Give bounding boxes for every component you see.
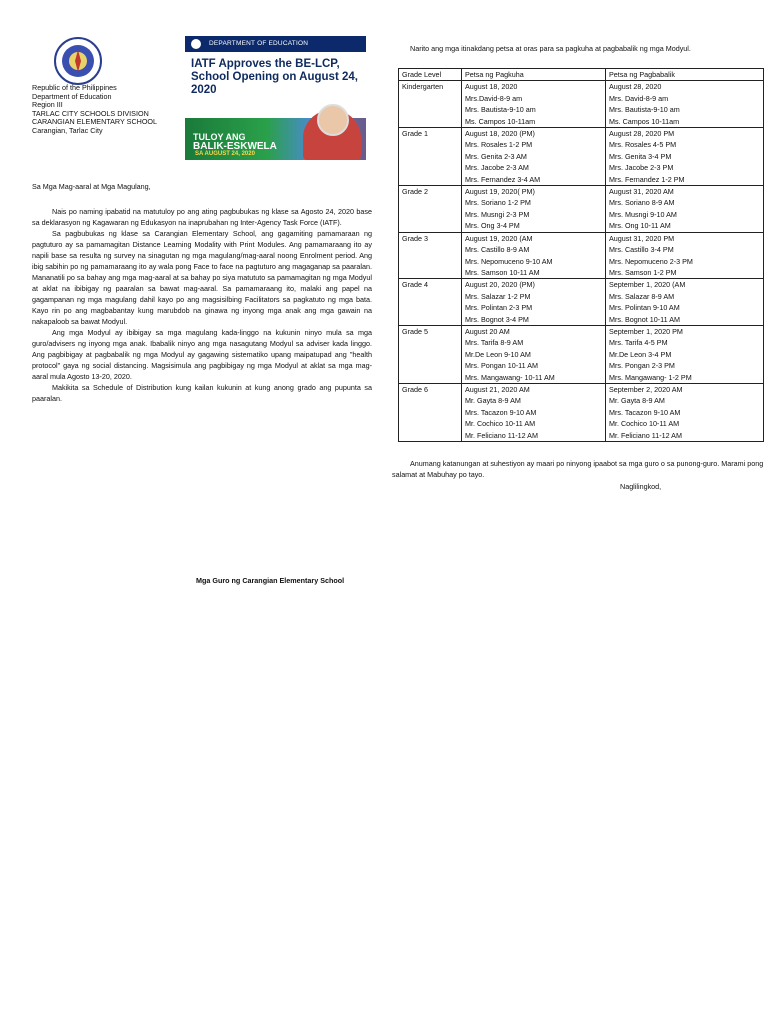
teacher-slot: Mrs. Pongan 2-3 PM — [609, 361, 675, 371]
paragraph: Makikita sa Schedule of Distribution kung kailan kukunin at kung anong grado ang pupunta sa paaralan. — [32, 383, 372, 403]
banner-headline: IATF Approves the BE-LCP, School Opening on August 24, 2020 — [191, 58, 358, 96]
schedule-intro: Narito ang mga itinakdang petsa at oras para sa pagkuha at pagbabalik ng mga Modyul. — [410, 44, 691, 53]
teacher-slot: Mrs. Nepomuceno 2-3 PM — [609, 256, 693, 266]
teacher-slot: Mrs. Genita 2-3 AM — [465, 151, 527, 161]
table-row — [399, 325, 764, 383]
teacher-slot: Mrs. Soriano 8-9 AM — [609, 198, 675, 208]
return-cell — [606, 279, 764, 326]
table-row — [399, 232, 764, 279]
teacher-slot: Mrs. Samson 10-11 AM — [465, 267, 540, 277]
person-head — [317, 104, 349, 136]
teacher-slot: Mrs. Ong 10-11 AM — [609, 221, 671, 231]
banner-department: DEPARTMENT OF EDUCATION — [209, 40, 309, 47]
pickup-cell — [462, 128, 606, 186]
table-header-row — [399, 69, 764, 81]
grade-level-cell: Grade 3 — [399, 232, 462, 279]
teacher-slot: Mrs. Nepomuceno 9-10 AM — [465, 256, 553, 266]
deped-seal-logo — [50, 36, 106, 86]
teacher-slot: Mrs. Pongan 10-11 AM — [465, 361, 538, 371]
closing-note: Anumang katanungan at suhestiyon ay maari po ninyong ipaabot sa mga guro o sa punong-guro. Marami pong salamat at Mabuhay po tayo. — [392, 459, 764, 479]
school-header — [32, 84, 157, 136]
pickup-cell — [462, 325, 606, 383]
schedule-date: August 20, 2020 (PM) — [465, 280, 535, 290]
teacher-slot: Mrs. Samson 1-2 PM — [609, 267, 677, 277]
grade-level-cell: Grade 6 — [399, 383, 462, 441]
teacher-slot: Mrs. Castillo 8-9 AM — [465, 245, 530, 255]
pickup-cell — [462, 232, 606, 279]
schedule-table — [398, 68, 764, 442]
teacher-slot: Mrs. Fernandez 3-4 AM — [465, 174, 541, 184]
schedule-date: September 1, 2020 PM — [609, 326, 683, 336]
teacher-slot: Mrs. Bognot 3-4 PM — [465, 314, 529, 324]
schedule-date: August 18, 2020 (PM) — [465, 129, 535, 139]
table-row — [399, 279, 764, 326]
banner-slogan-line1: TULOY ANG — [193, 132, 246, 142]
schedule-date: August 28, 2020 PM — [609, 129, 675, 139]
grade-level-cell: Grade 2 — [399, 186, 462, 233]
return-cell — [606, 325, 764, 383]
teacher-slot: Mrs. Ong 3-4 PM — [465, 221, 520, 231]
teacher-slot: Mrs. Rosales 1-2 PM — [465, 140, 533, 150]
teachers-signature: Mga Guro ng Carangian Elementary School — [196, 576, 345, 585]
schedule-date: August 21, 2020 AM — [465, 384, 530, 394]
teacher-slot: Mrs. Castillo 3-4 PM — [609, 245, 674, 255]
paragraph: Nais po naming ipabatid na matutuloy po ang ating pagbubukas ng klase sa Agosto 24, 2020 base sa deklarasyon ng Kagawaran ng Edukasyon na inaprubahan ng Inter-Agency Task Force (IATF). — [32, 207, 372, 227]
teacher-slot: Mrs. Tarifa 4-5 PM — [609, 338, 668, 348]
schedule-date: September 2, 2020 AM — [609, 384, 683, 394]
teacher-slot: Mr. Gayta 8-9 AM — [465, 396, 521, 406]
teacher-slot: Mr. Cochico 10-11 AM — [465, 419, 536, 429]
table-row — [399, 81, 764, 128]
pickup-cell — [462, 279, 606, 326]
paragraph: Sa pagbubukas ng klase sa Carangian Elementary School, ang gagamiting pamamaraan ng pagtuturo ay sa pamamagitan Distance Learning Modality with Print Modules. Ang pamamaraang ito ay napili base sa resulta ng survey na sinagutan ng mga magulang/mag-aaral noong Enrolment period. Ang ibig sabihin po ng pamamaraang ito ay wala pong Face to face na pagtuturo ang magaganap sa paaralan. Mananatili po sa bahay ang mga mag-aaral at sa bahay po siya matututo sa pamamagitan ng mga Modyul at aklat na ibibigay ng paaralan sa bawat mag-aaral. Sa pamamaraang ito, malaki ang papel na gagampanan ng mga magulang dahil kayo po ang magsisilbing Facilitators sa pagkatuto ng mga bata. Kayo rin po ang magbabantay kung marubdob na ginawa ng inyong mga anak ang mga gawain na nakapaloob sa bawat Modyul. — [32, 229, 372, 326]
return-cell — [606, 186, 764, 233]
banner-slogan-line2: BALIK-ESKWELA — [193, 141, 277, 152]
teacher-slot: Mrs.David-8-9 am — [465, 93, 523, 103]
teacher-slot: Mr.De Leon 9-10 AM — [465, 349, 531, 359]
teacher-slot: Mrs. Genita 3-4 PM — [609, 151, 672, 161]
teacher-slot: Mrs. Musngi 2-3 PM — [465, 209, 530, 219]
banner-top-bar — [185, 36, 366, 52]
teacher-slot: Mrs. Bautista-9-10 am — [609, 105, 680, 115]
teacher-slot: Mrs. Jacobe 2-3 AM — [465, 163, 529, 173]
schedule-date: August 20 AM — [465, 326, 510, 336]
teacher-slot: Mrs. Musngi 9-10 AM — [609, 209, 677, 219]
table-row — [399, 383, 764, 441]
grade-level-cell: Grade 4 — [399, 279, 462, 326]
banner-slogan-date: SA AUGUST 24, 2020 — [195, 151, 255, 157]
teacher-slot: Mr. Feliciano 11-12 AM — [465, 430, 538, 440]
salutation: Sa Mga Mag-aaral at Mga Magulang, — [32, 182, 151, 191]
deped-small-logo-icon — [191, 39, 201, 49]
return-cell — [606, 232, 764, 279]
paragraph: Ang mga Modyul ay ibibigay sa mga magulang kada-linggo na kukunin ninyo mula sa mga guro/advisers ng inyong mga anak. Ibabalik ninyo ang mga nasagutang Modyul sa adviser kada linggo. Ang pagbibigay at pagbabalik ng mga Modyul ay gagawing sistematiko upang maipatupad ang "health protocol" gaya ng social distancing. Magsisimula ang pagbibigay ng mga Modyul at aklat sa mga mag-aaral mula Agosto 13-20, 2020. — [32, 328, 372, 381]
signoff: Naglilingkod, — [620, 482, 662, 491]
header-line: Republic of the Philippines — [32, 83, 117, 92]
grade-level-cell: Kindergarten — [399, 81, 462, 128]
schedule-date: August 19, 2020 (AM — [465, 233, 533, 243]
teacher-slot: Mrs. Mangawang- 10-11 AM — [465, 372, 555, 382]
letter-body — [32, 206, 372, 404]
teacher-slot: Mrs. Salazar 8-9 AM — [609, 291, 675, 301]
teacher-slot: Mrs. Polintan 2-3 PM — [465, 303, 533, 313]
header-line: CARANGIAN ELEMENTARY SCHOOL — [32, 117, 158, 127]
header-line: Region III — [32, 100, 63, 110]
teacher-slot: Mrs. Tacazon 9-10 AM — [609, 407, 681, 417]
pickup-cell — [462, 383, 606, 441]
return-cell — [606, 383, 764, 441]
news-banner-image — [185, 36, 366, 160]
header-line: TARLAC CITY SCHOOLS DIVISION — [32, 108, 149, 118]
teacher-slot: Mr.De Leon 3-4 PM — [609, 349, 672, 359]
teacher-slot: Mr. Gayta 8-9 AM — [609, 396, 665, 406]
pickup-cell — [462, 81, 606, 128]
schedule-date: August 18, 2020 — [465, 82, 518, 92]
teacher-slot: Mrs. Mangawang- 1-2 PM — [609, 372, 692, 382]
return-cell — [606, 128, 764, 186]
schedule-date: August 31, 2020 PM — [609, 233, 675, 243]
teacher-slot: Mr. Cochico 10-11 AM — [609, 419, 680, 429]
teacher-slot: Mrs. Tacazon 9-10 AM — [465, 407, 537, 417]
column-header: Petsa ng Pagkuha — [462, 69, 606, 81]
table-row — [399, 128, 764, 186]
teacher-slot: Mrs. Fernandez 1-2 PM — [609, 174, 685, 184]
column-header: Petsa ng Pagbabalik — [606, 69, 764, 81]
column-header: Grade Level — [399, 69, 462, 81]
pickup-cell — [462, 186, 606, 233]
schedule-date: August 28, 2020 — [609, 82, 662, 92]
header-line: Department of Education — [32, 91, 112, 101]
teacher-slot: Mrs. Bautista-9-10 am — [465, 105, 536, 115]
teacher-slot: Mr. Feliciano 11-12 AM — [609, 430, 682, 440]
teacher-slot: Mrs. Jacobe 2-3 PM — [609, 163, 674, 173]
schedule-date: September 1, 2020 (AM — [609, 280, 686, 290]
header-line: Carangian, Tarlac City — [32, 125, 103, 135]
banner-photo — [185, 118, 366, 160]
teacher-slot: Mrs. Rosales 4-5 PM — [609, 140, 677, 150]
grade-level-cell: Grade 5 — [399, 325, 462, 383]
teacher-slot: Mrs. Tarifa 8-9 AM — [465, 338, 524, 348]
teacher-slot: Mrs. Polintan 9-10 AM — [609, 303, 680, 313]
teacher-slot: Ms. Campos 10-11am — [609, 116, 680, 126]
teacher-slot: Mrs. Salazar 1-2 PM — [465, 291, 531, 301]
return-cell — [606, 81, 764, 128]
schedule-date: August 19, 2020( PM) — [465, 187, 535, 197]
teacher-slot: Mrs. Bognot 10-11 AM — [609, 314, 680, 324]
table-row — [399, 186, 764, 233]
schedule-date: August 31, 2020 AM — [609, 187, 674, 197]
teacher-slot: Mrs. Soriano 1-2 PM — [465, 198, 531, 208]
teacher-slot: Mrs. David-8-9 am — [609, 93, 669, 103]
grade-level-cell: Grade 1 — [399, 128, 462, 186]
teacher-slot: Ms. Campos 10-11am — [465, 116, 536, 126]
